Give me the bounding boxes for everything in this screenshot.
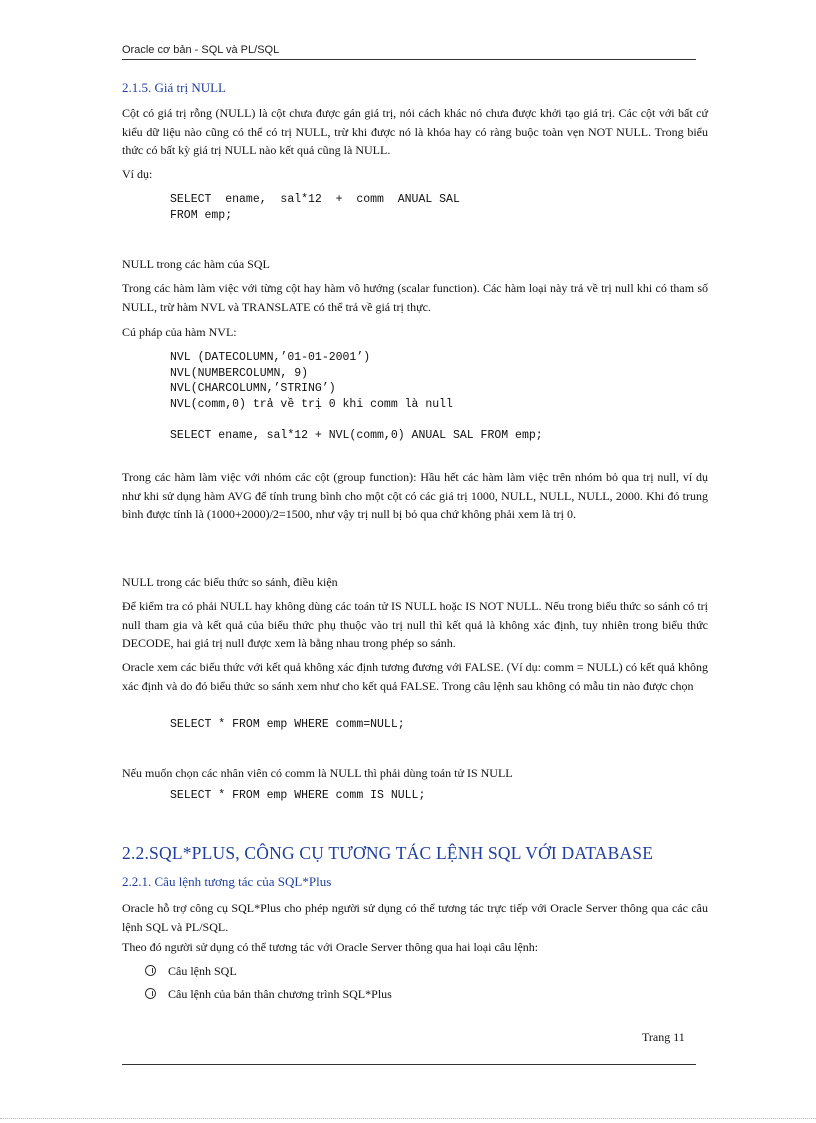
paragraph-use-is-null: Nếu muốn chọn các nhân viên có comm là NULL thì phải dùng toán tử IS NULL: [122, 766, 513, 780]
subheading-null-in-functions: NULL trong các hàm của SQL: [122, 257, 270, 271]
header-rule: [122, 59, 696, 60]
running-header: Oracle cơ bản - SQL và PL/SQL: [122, 44, 280, 56]
syntax-label-nvl: Cú pháp của hàm NVL:: [122, 325, 237, 339]
code-block-comm-equals-null: SELECT * FROM emp WHERE comm=NULL;: [170, 718, 405, 731]
code-block-select-anual: SELECT ename, sal*12 + comm ANUAL SAL FROM emp;: [170, 193, 460, 222]
bullet-item-sqlplus: [145, 987, 392, 1002]
subheading-null-in-compare: NULL trong các biểu thức so sánh, điều kiện: [122, 575, 338, 589]
bullet-item-label: Câu lệnh của bản thân chương trình SQL*Plus: [168, 987, 392, 1001]
section-heading-2-2-1: 2.2.1. Câu lệnh tương tác của SQL*Plus: [122, 874, 332, 889]
circled-bullet-icon: [145, 965, 156, 976]
paragraph-sqlplus-intro: Oracle hỗ trợ công cụ SQL*Plus cho phép người sử dụng có thể tương tác trực tiếp với Oracle Server thông qua các câu lệnh SQL và PL/SQL.: [122, 901, 708, 934]
page-bottom-border: [0, 1118, 816, 1119]
paragraph-two-statement-types: Theo đó người sử dụng có thể tương tác với Oracle Server thông qua hai loại câu lệnh:: [122, 940, 539, 954]
section-heading-2-1-5: 2.1.5. Giá trị NULL: [122, 80, 226, 95]
paragraph-null-definition: Cột có giá trị rỗng (NULL) là cột chưa được gán giá trị, nói cách khác nó chưa được khởi tạo giá trị. Các cột với bất cứ kiểu dữ liệu nào cũng có thể có trị NULL, trừ khi được nó là khóa hay có ràng buộc toàn vẹn NOT NULL. Trong biểu thức có bất kỳ giá trị NULL nào kết quả cũng là NULL.: [122, 106, 708, 157]
bullet-item-label: Câu lệnh SQL: [168, 964, 237, 978]
example-label: Ví dụ:: [122, 167, 153, 181]
paragraph-scalar-functions: Trong các hàm làm việc với từng cột hay hàm vô hướng (scalar function). Các hàm loại này trả về trị null khi có tham số NULL, trừ hàm NVL và TRANSLATE có thể trả về giá trị thực.: [122, 281, 708, 314]
footer-rule: [122, 1064, 696, 1065]
bullet-item-sql: [145, 964, 237, 979]
code-block-nvl: NVL (DATECOLUMN,’01-01-2001’) NVL(NUMBERCOLUMN, 9) NVL(CHARCOLUMN,’STRING’) NVL(comm,0) trả về trị 0 khi comm là null SELECT ename, sal*12 + NVL(comm,0) ANUAL SAL FROM emp;: [170, 351, 543, 442]
paragraph-group-functions: Trong các hàm làm việc với nhóm các cột (group function): Hầu hết các hàm làm việc trên nhóm bỏ qua trị null, ví dụ như khi sử dụng hàm AVG để tính trung bình cho một cột có các giá trị 1000, NULL, NULL, NULL, 2000. Khi đó trung bình được tính là (1000+2000)/2=1500, như vậy trị null bị bỏ qua chứ không phải xem là trị 0.: [122, 470, 708, 521]
code-block-comm-is-null: SELECT * FROM emp WHERE comm IS NULL;: [170, 789, 426, 802]
paragraph-false-result: Oracle xem các biểu thức với kết quả không xác định tương đương với FALSE. (Ví dụ: comm = NULL) có kết quả không xác định và do đó biểu thức so sánh xem như cho kết quả FALSE. Trong câu lệnh sau không có mẫu tin nào được chọn: [122, 660, 708, 693]
section-heading-2-2: 2.2.SQL*PLUS, CÔNG CỤ TƯƠNG TÁC LỆNH SQL VỚI DATABASE: [122, 843, 654, 863]
page-number: Trang 11: [642, 1030, 685, 1044]
circled-bullet-icon: [145, 988, 156, 999]
paragraph-is-null: Để kiểm tra có phải NULL hay không dùng các toán tử IS NULL hoặc IS NOT NULL. Nếu trong biểu thức so sánh có trị null tham gia và kết quả của biểu thức phụ thuộc vào trị null thì kết quả là không xác định, tuy nhiên trong biểu thức DECODE, hai giá trị null được xem là bằng nhau trong phép so sánh.: [122, 599, 708, 650]
